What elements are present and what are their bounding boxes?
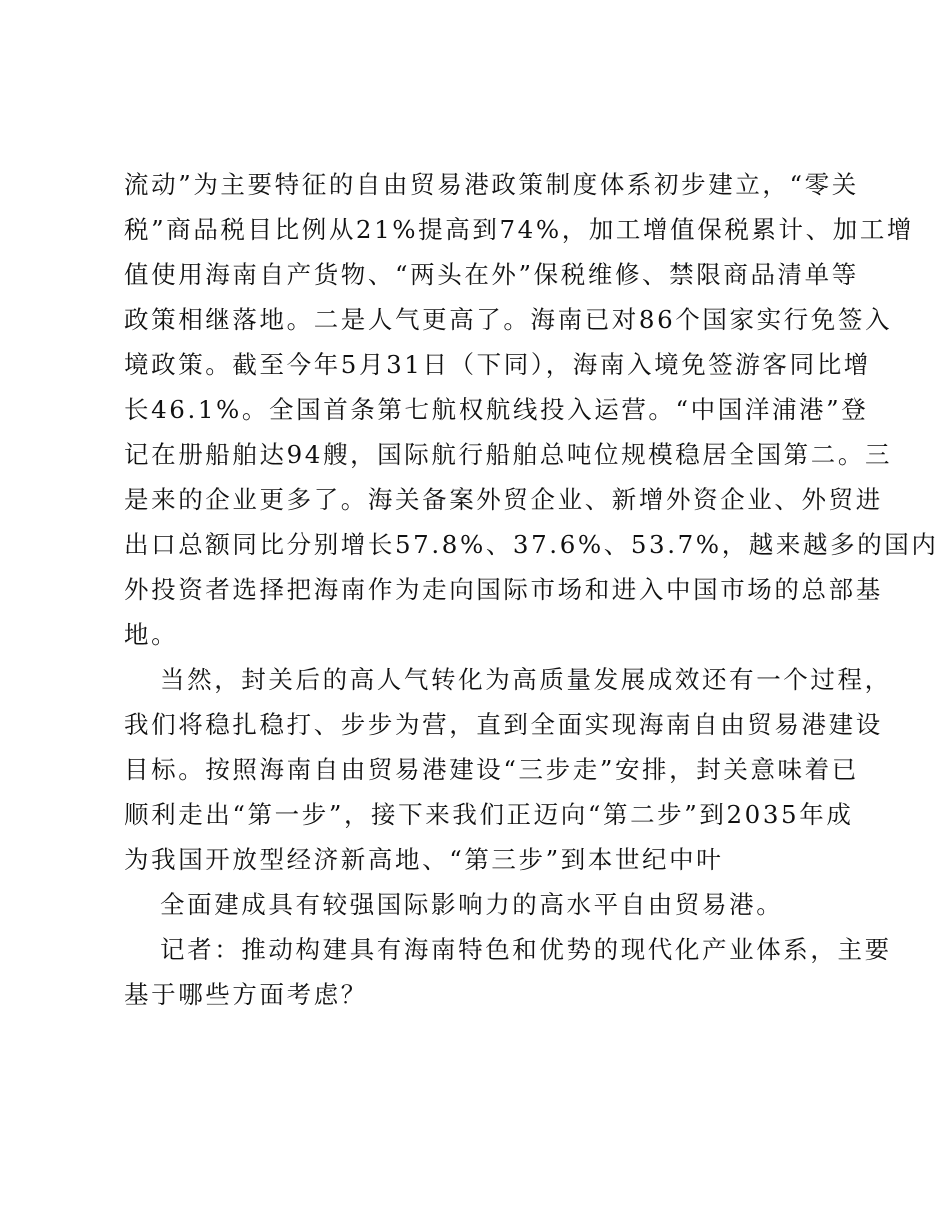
paragraph-first-line: 当然，封关后的高人气转化为高质量发展成效还有一个过程， bbox=[160, 665, 892, 694]
text-line: 为我国开放型经济新高地、“第三步”到本世纪中叶 bbox=[124, 845, 724, 874]
text-line: 政策相继落地。二是人气更高了。海南已对86个国家实行免签入 bbox=[124, 305, 893, 334]
text-line: 外投资者选择把海南作为走向国际市场和进入中国市场的总部基 bbox=[124, 575, 883, 604]
text-line: 顺利走出“第一步”，接下来我们正迈向“第二步”到2035年成 bbox=[124, 800, 854, 829]
text-line: 值使用海南自产货物、“两头在外”保税维修、禁限商品清单等 bbox=[124, 260, 859, 289]
text-line: 流动”为主要特征的自由贸易港政策制度体系初步建立，“零关 bbox=[124, 170, 859, 199]
text-line: 基于哪些方面考虑？ bbox=[124, 980, 368, 1009]
text-line: 长46.1%。全国首条第七航权航线投入运营。“中国洋浦港”登 bbox=[124, 395, 869, 424]
text-line: 是来的企业更多了。海关备案外贸企业、新增外资企业、外贸进 bbox=[124, 485, 883, 514]
text-line: 记在册船舶达94艘，国际航行船舶总吨位规模稳居全国第二。三 bbox=[124, 440, 893, 469]
text-line: 境政策。截至今年5月31日（下同），海南入境免签游客同比增 bbox=[124, 350, 871, 379]
paragraph-first-line: 全面建成具有较强国际影响力的高水平自由贸易港。 bbox=[160, 890, 784, 919]
paragraph-first-line: 记者：推动构建具有海南特色和优势的现代化产业体系，主要 bbox=[160, 935, 892, 964]
text-line: 出口总额同比分别增长57.8%、37.6%、53.7%，越来越多的国内 bbox=[124, 530, 939, 559]
text-line: 地。 bbox=[124, 620, 179, 649]
text-line: 税”商品税目比例从21%提高到74%，加工增值保税累计、加工增 bbox=[124, 215, 915, 244]
text-line: 目标。按照海南自由贸易港建设“三步走”安排，封关意味着已 bbox=[124, 755, 859, 784]
text-line: 我们将稳扎稳打、步步为营，直到全面实现海南自由贸易港建设 bbox=[124, 710, 883, 739]
